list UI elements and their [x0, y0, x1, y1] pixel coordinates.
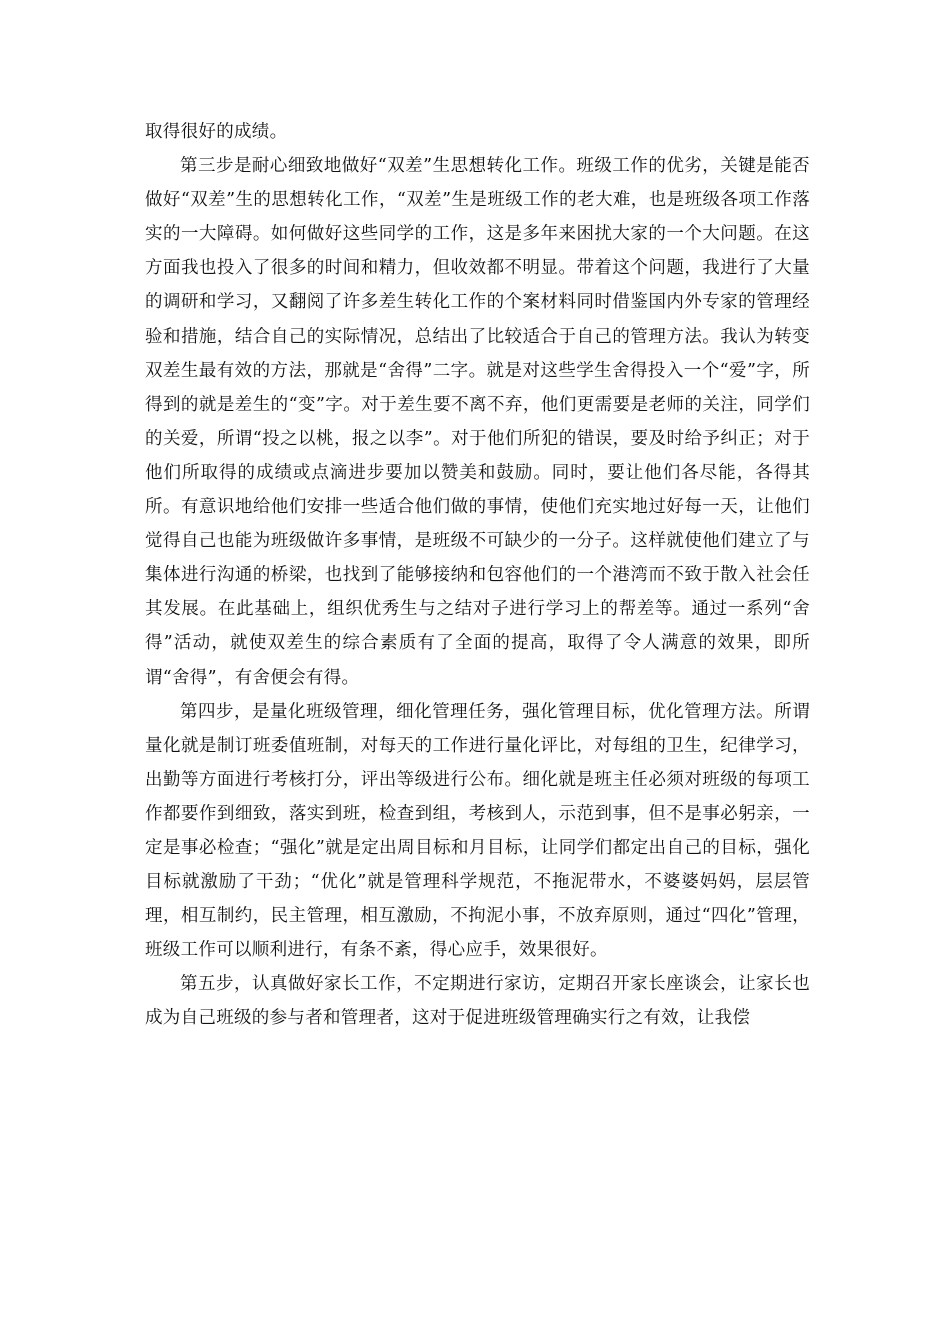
- paragraph-step-three: 第三步是耐心细致地做好“双差”生思想转化工作。班级工作的优劣，关键是能否做好“双差”生的思想转化工作，“双差”生是班级工作的老大难，也是班级各项工作落实的一大障碍。如何做好这些同学的工作，这是多年来困扰大家的一个大问题。在这方面我也投入了很多的时间和精力，但收效都不明显。带着这个问题，我进行了大量的调研和学习，又翻阅了许多差生转化工作的个案材料同时借鉴国内外专家的管理经验和措施，结合自己的实际情况，总结出了比较适合于自己的管理方法。我认为转变双差生最有效的方法，那就是“舍得”二字。就是对这些学生舍得投入一个“爱”字，所得到的就是差生的“变”字。对于差生要不离不弃，他们更需要是老师的关注，同学们的关爱，所谓“投之以桃，报之以李”。对于他们所犯的错误，要及时给予纠正；对于他们所取得的成绩或点滴进步要加以赞美和鼓励。同时，要让他们各尽能，各得其所。有意识地给他们安排一些适合他们做的事情，使他们充实地过好每一天，让他们觉得自己也能为班级做许多事情，是班级不可缺少的一分子。这样就使他们建立了与集体进行沟通的桥梁，也找到了能够接纳和包容他们的一个港湾而不致于散入社会任其发展。在此基础上，组织优秀生与之结对子进行学习上的帮差等。通过一系列“舍得”活动，就使双差生的综合素质有了全面的提高，取得了令人满意的效果，即所谓“舍得”，有舍便会有得。: [145, 156, 810, 688]
- paragraph-step-four: 第四步，是量化班级管理，细化管理任务，强化管理目标，优化管理方法。所谓量化就是制订班委值班制，对每天的工作进行量化评比，对每组的卫生，纪律学习，出勤等方面进行考核打分，评出等级进行公布。细化就是班主任必须对班级的每项工作都要作到细致，落实到班，检查到组，考核到人，示范到事，但不是事必躬亲，一定是事必检查；“强化”就是定出周目标和月目标，让同学们都定出自己的目标，强化目标就激励了干劲；“优化”就是管理科学规范，不拖泥带水，不婆婆妈妈，层层管理，相互制约，民主管理，相互激励，不拘泥小事，不放弃原则，通过“四化”管理，班级工作可以顺利进行，有条不紊，得心应手，效果很好。: [145, 701, 810, 961]
- document-page: [145, 115, 810, 1036]
- paragraph-continuation: 取得很好的成绩。: [145, 122, 288, 142]
- paragraph-step-five: 第五步，认真做好家长工作，不定期进行家访，定期召开家长座谈会，让家长也成为自己班级的参与者和管理者，这对于促进班级管理确实行之有效，让我偿: [145, 974, 810, 1029]
